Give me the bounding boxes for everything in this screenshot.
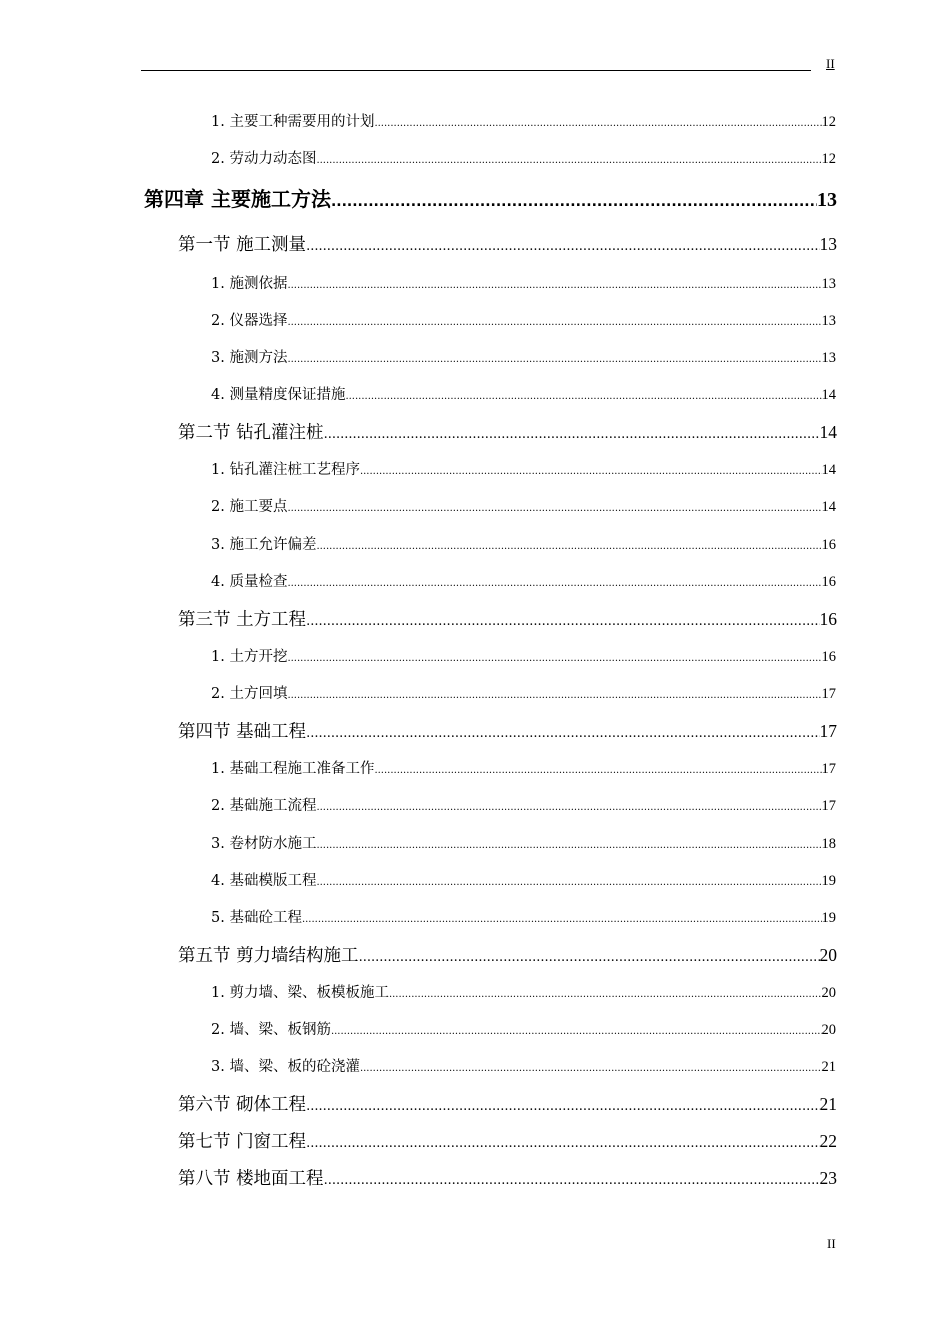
- toc-entry-title: 1. 钻孔灌注桩工艺程序: [211, 462, 360, 478]
- toc-entry-title: 2. 施工要点: [211, 499, 288, 515]
- toc-dot-leader: [345, 391, 821, 402]
- toc-section[interactable]: [178, 1165, 837, 1190]
- toc-entry-page: 20: [821, 985, 836, 1001]
- toc-dot-leader: [389, 989, 822, 1000]
- toc-item[interactable]: [211, 682, 836, 703]
- toc-dot-leader: [316, 877, 821, 888]
- toc-entry-title: 4. 基础模版工程: [211, 873, 317, 889]
- toc-entry-page: 13: [821, 313, 836, 329]
- toc-item[interactable]: [211, 533, 836, 554]
- toc-section[interactable]: [178, 1128, 837, 1153]
- toc-entry-page: 21: [819, 1094, 837, 1114]
- toc-dot-leader: [360, 1063, 822, 1074]
- toc-entry-title: 1. 土方开挖: [211, 649, 288, 665]
- toc-entry-title: 5. 基础砼工程: [211, 910, 302, 926]
- toc-entry-page: 18: [821, 836, 836, 852]
- toc-entry-title: 2. 基础施工流程: [211, 798, 317, 814]
- toc-item[interactable]: [211, 272, 836, 293]
- toc-dot-leader: [331, 1026, 822, 1037]
- toc-entry-title: 1. 基础工程施工准备工作: [211, 761, 375, 777]
- toc-entry-title: 第五节 剪力墙结构施工: [178, 946, 359, 966]
- toc-entry-page: 17: [821, 686, 836, 702]
- toc-dot-leader: [360, 466, 822, 477]
- toc-dot-leader: [316, 541, 821, 552]
- toc-chapter[interactable]: [144, 183, 837, 212]
- toc-section[interactable]: [178, 231, 837, 256]
- toc-entry-title: 第八节 楼地面工程: [178, 1169, 324, 1189]
- toc-dot-leader: [287, 653, 821, 664]
- toc-entry-page: 16: [821, 649, 836, 665]
- toc-dot-leader: [287, 280, 821, 291]
- toc-item[interactable]: [211, 906, 836, 927]
- toc-entry-page: 13: [817, 189, 837, 211]
- toc-entry-page: 23: [819, 1168, 837, 1188]
- toc-dot-leader: [316, 802, 821, 813]
- toc-dot-leader: [306, 1099, 819, 1114]
- toc-item[interactable]: [211, 110, 836, 131]
- toc-entry-page: 17: [819, 721, 837, 741]
- toc-entry-page: 13: [821, 350, 836, 366]
- toc-section[interactable]: [178, 606, 837, 631]
- toc-dot-leader: [306, 614, 819, 629]
- toc-entry-page: 16: [821, 574, 836, 590]
- toc-entry-title: 第二节 钻孔灌注桩: [178, 423, 324, 443]
- toc-dot-leader: [374, 765, 821, 776]
- toc-entry-title: 3. 卷材防水施工: [211, 836, 317, 852]
- toc-item[interactable]: [211, 309, 836, 330]
- toc-item[interactable]: [211, 495, 836, 516]
- toc-dot-leader: [316, 840, 821, 851]
- toc-dot-leader: [287, 354, 821, 365]
- toc-item[interactable]: [211, 1018, 836, 1039]
- toc-entry-page: 17: [821, 798, 836, 814]
- toc-entry-page: 21: [821, 1059, 836, 1075]
- toc-entry-page: 20: [819, 945, 837, 965]
- toc-item[interactable]: [211, 147, 836, 168]
- toc-entry-page: 12: [821, 151, 836, 167]
- toc-entry-title: 3. 墙、梁、板的砼浇灌: [211, 1059, 360, 1075]
- toc-item[interactable]: [211, 383, 836, 404]
- toc-dot-leader: [306, 239, 819, 254]
- toc-dot-leader: [316, 155, 821, 166]
- toc-entry-title: 第六节 砌体工程: [178, 1095, 307, 1115]
- toc-entry-title: 3. 施工允许偏差: [211, 537, 317, 553]
- toc-entry-page: 17: [821, 761, 836, 777]
- toc-dot-leader: [306, 1136, 819, 1151]
- toc-entry-title: 第三节 土方工程: [178, 610, 307, 630]
- toc-item[interactable]: [211, 869, 836, 890]
- toc-dot-leader: [302, 914, 822, 925]
- toc-entry-page: 16: [819, 609, 837, 629]
- toc-item[interactable]: [211, 570, 836, 591]
- toc-section[interactable]: [178, 1091, 837, 1116]
- toc-entry-title: 2. 土方回填: [211, 686, 288, 702]
- toc-dot-leader: [287, 317, 821, 328]
- toc-entry-page: 12: [821, 114, 836, 130]
- toc-entry-title: 第一节 施工测量: [178, 235, 307, 255]
- toc-entry-page: 14: [821, 462, 836, 478]
- toc-dot-leader: [306, 726, 819, 741]
- toc-entry-page: 20: [821, 1022, 836, 1038]
- toc-dot-leader: [359, 950, 820, 965]
- toc-section[interactable]: [178, 942, 837, 967]
- toc-entry-title: 第七节 门窗工程: [178, 1132, 307, 1152]
- toc-entry-title: 3. 施测方法: [211, 350, 288, 366]
- toc-entry-page: 16: [821, 537, 836, 553]
- toc-item[interactable]: [211, 1055, 836, 1076]
- toc-entry-page: 14: [819, 422, 837, 442]
- toc-dot-leader: [324, 427, 820, 442]
- toc-entry-page: 19: [821, 910, 836, 926]
- header-page-number: II: [826, 56, 835, 71]
- toc-entry-title: 4. 测量精度保证措施: [211, 387, 346, 403]
- toc-entry-page: 19: [821, 873, 836, 889]
- toc-section[interactable]: [178, 718, 837, 743]
- toc-item[interactable]: [211, 794, 836, 815]
- toc-entry-title: 1. 主要工种需要用的计划: [211, 114, 375, 130]
- toc-entry-title: 4. 质量检查: [211, 574, 288, 590]
- toc-entry-title: 2. 劳动力动态图: [211, 151, 317, 167]
- toc-entry-title: 第四节 基础工程: [178, 722, 307, 742]
- toc-item[interactable]: [211, 832, 836, 853]
- toc-entry-title: 2. 仪器选择: [211, 313, 288, 329]
- toc-dot-leader: [287, 690, 821, 701]
- toc-entry-title: 2. 墙、梁、板钢筋: [211, 1022, 331, 1038]
- toc-entry-title: 1. 剪力墙、梁、板模板施工: [211, 985, 389, 1001]
- toc-dot-leader: [324, 1173, 820, 1188]
- toc-entry-page: 13: [819, 234, 837, 254]
- toc-entry-title: 1. 施测依据: [211, 276, 288, 292]
- toc-item[interactable]: [211, 458, 836, 479]
- toc-dot-leader: [287, 503, 821, 514]
- toc-item[interactable]: [211, 757, 836, 778]
- toc-entry-page: 22: [819, 1131, 837, 1151]
- toc-entry-title: 第四章 主要施工方法: [144, 187, 331, 211]
- toc-dot-leader: [331, 194, 817, 210]
- toc-entry-page: 13: [821, 276, 836, 292]
- toc-dot-leader: [374, 118, 821, 129]
- toc-item[interactable]: [211, 981, 836, 1002]
- toc-dot-leader: [287, 578, 821, 589]
- footer-page-number: II: [827, 1236, 836, 1251]
- toc-entry-page: 14: [821, 499, 836, 515]
- toc-item[interactable]: [211, 346, 836, 367]
- toc-item[interactable]: [211, 645, 836, 666]
- toc-section[interactable]: [178, 419, 837, 444]
- toc-entry-page: 14: [821, 387, 836, 403]
